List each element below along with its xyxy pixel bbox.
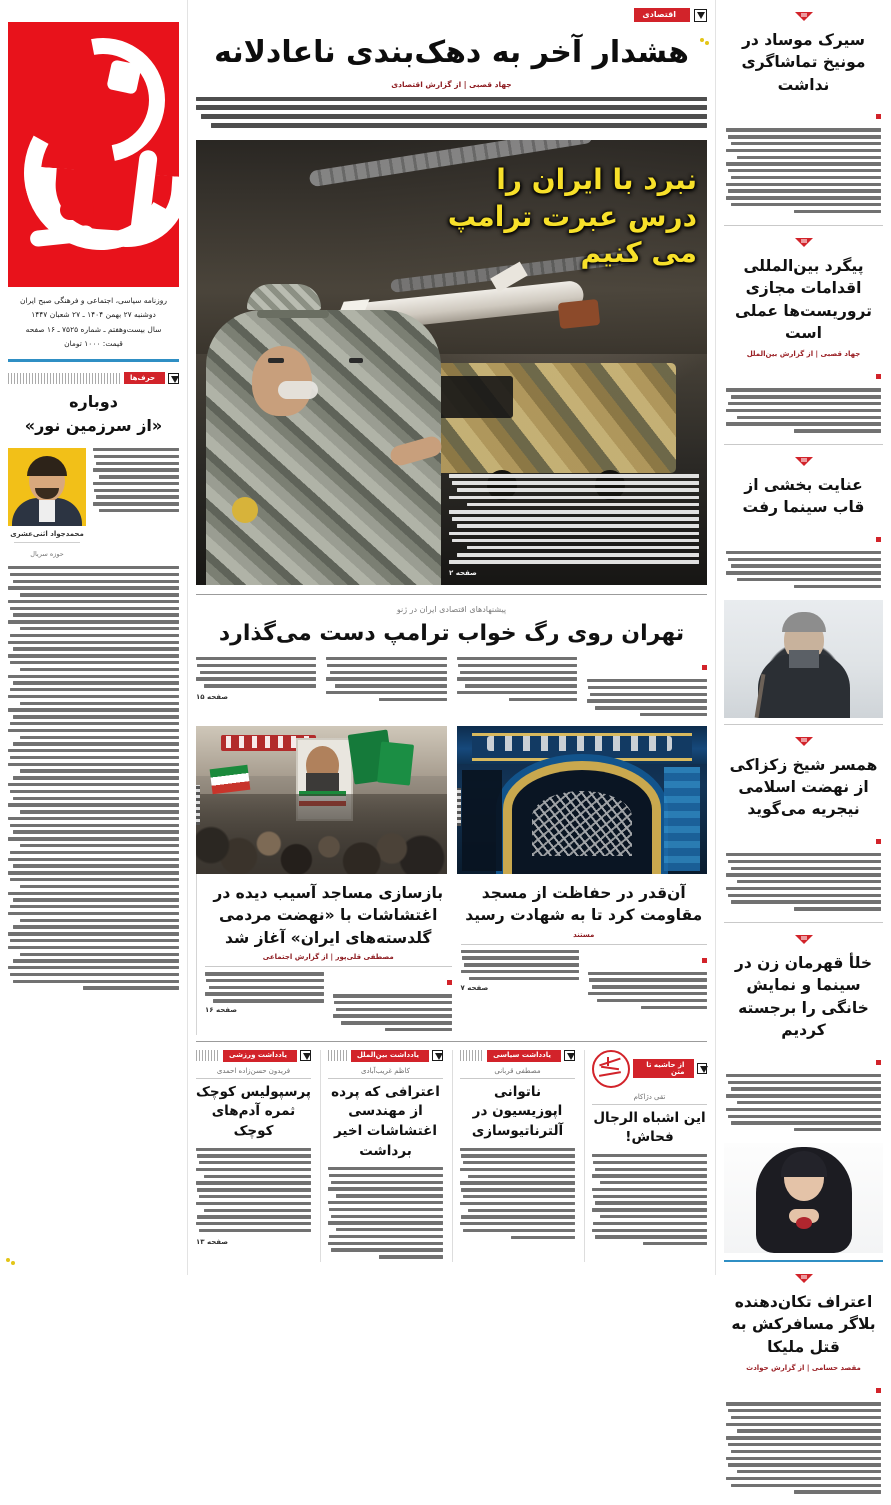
- bottom-body-text: [592, 1154, 707, 1246]
- second-story-page-ref[interactable]: صفحه ۱۵: [196, 692, 229, 701]
- section-flag-icon: [697, 1063, 707, 1074]
- sub-story-1-photo-cell: [457, 726, 708, 874]
- left-sidebar: [715, 0, 891, 1373]
- bullet-square-icon: [876, 1060, 881, 1065]
- sidebar-item-4[interactable]: [724, 923, 883, 1262]
- bottom-tag-bar: [592, 1050, 707, 1088]
- section-flag-icon: [168, 373, 179, 384]
- section-flag-icon: [300, 1050, 311, 1061]
- hero-overlay-headline: [397, 162, 697, 271]
- sidebar-body-text: [724, 1048, 883, 1143]
- section-flag-icon: [694, 9, 707, 22]
- bottom-column-1[interactable]: [452, 1050, 575, 1262]
- bottom-opinion-columns: [196, 1042, 707, 1262]
- corner-ornament-icon: [6, 1258, 15, 1267]
- bullet-square-icon: [876, 1388, 881, 1393]
- bottom-headline: این اشباه الرجال فحاش!: [593, 1109, 706, 1146]
- masthead-sidebar: [0, 0, 188, 1275]
- hero-overlay-line-3: می کنیم: [580, 236, 697, 270]
- triangle-marker-icon: [795, 1274, 813, 1283]
- hero-photo: [196, 140, 707, 585]
- sub-stories-photos: [196, 720, 707, 874]
- triangle-marker-icon: [795, 238, 813, 247]
- sidebar-item-1[interactable]: [724, 226, 883, 445]
- barcode-decoration: [328, 1050, 348, 1061]
- triangle-marker-icon: [795, 935, 813, 944]
- sidebar-item-3[interactable]: [724, 725, 883, 923]
- bottom-headline: اعترافی که پرده از مهندسی اغتشاشات اخیر برداشت: [331, 1083, 440, 1159]
- masthead-price: قیمت: ۱۰۰۰ تومان: [64, 338, 123, 348]
- hero-caption-text: [449, 474, 699, 577]
- bottom-body-text: [196, 1148, 311, 1246]
- sub-story-2[interactable]: [196, 874, 452, 1035]
- sub-story-byline: مصطفی قلی‌پور | از گزارش اجتماعی: [262, 953, 394, 962]
- triangle-marker-icon: [795, 737, 813, 746]
- masthead-meta: [8, 287, 179, 356]
- sub-stories: [196, 874, 707, 1035]
- divider: [14, 542, 80, 543]
- sidebar-item-0[interactable]: [724, 0, 883, 226]
- barcode-decoration: [8, 373, 121, 384]
- second-story-column: [196, 657, 316, 720]
- sidebar-body-text: [724, 102, 883, 224]
- bottom-page-ref[interactable]: صفحه ۱۳: [196, 1237, 229, 1246]
- second-story-column: [587, 657, 707, 720]
- barcode-decoration: [460, 1050, 484, 1061]
- sub-story-byline: مستند: [573, 930, 595, 939]
- second-story-column: [457, 657, 577, 720]
- opinion-tag-bar: [8, 370, 179, 384]
- sub-story-headline: آن‌قدر در حفاظت از مسجد مقاومت کرد تا به شهادت رسید: [465, 883, 703, 925]
- bottom-author: مصطفی قربانی: [494, 1066, 541, 1075]
- bottom-tag-label[interactable]: یادداشت بین‌الملل: [351, 1050, 429, 1062]
- opinion-author-role: حوزه سریال: [30, 550, 64, 558]
- bottom-column-3[interactable]: [196, 1050, 311, 1262]
- bullet-square-icon: [876, 537, 881, 542]
- sidebar-photo-woman: [724, 1143, 883, 1253]
- bottom-tag-label[interactable]: یادداشت ورزشی: [223, 1050, 297, 1062]
- lead-byline: جهاد قصبی | از گزارش اقتصادی: [391, 79, 512, 89]
- bullet-square-icon: [876, 114, 881, 119]
- triangle-marker-icon: [795, 457, 813, 466]
- bullet-square-icon: [447, 980, 452, 985]
- sub-story-page-ref[interactable]: صفحه ۷: [460, 983, 489, 992]
- section-flag-icon: [432, 1050, 443, 1061]
- bottom-tag-label[interactable]: از حاشیه تا متن: [633, 1059, 694, 1078]
- bottom-body-text: [460, 1148, 575, 1240]
- sub-story-column: [205, 972, 324, 1035]
- masthead-descriptor: روزنامه سیاسی، اجتماعی و فرهنگی صبح ایران: [19, 296, 168, 305]
- bottom-headline: پرسپولیس کوچک ثمره آدم‌های کوچک: [196, 1083, 311, 1139]
- sidebar-headline: پیگرد بین‌المللی اقدامات مجازی تروریست‌ها عملی است: [735, 256, 872, 342]
- sidebar-body-text: [724, 1376, 883, 1505]
- lead-lede-text: [196, 95, 707, 141]
- opinion-author-name: محمدجواد اثنی‌عشری: [10, 530, 84, 538]
- second-story-column: [326, 657, 446, 720]
- bullet-square-icon: [702, 665, 707, 670]
- photo-mosque-entrance: [457, 726, 708, 874]
- lead-tag-bar: [196, 0, 707, 22]
- sidebar-headline: عنایت بخشی از قاب سینما رفت: [742, 475, 865, 517]
- sidebar-headline: خلأ قهرمان زن در سینما و نمایش خانگی را برجسته کردیم: [734, 953, 873, 1040]
- masthead-issue: سال بیست‌وهفتم ـ شماره ۷۵۲۵ ـ ۱۶ صفحه: [25, 324, 162, 334]
- sidebar-headline: همسر شیخ زکزاکی از نهضت اسلامی نیجریه می‌گوید: [729, 755, 878, 819]
- opinion-headline: [8, 384, 179, 446]
- bottom-column-0[interactable]: [584, 1050, 707, 1262]
- bottom-tag-bar: [196, 1050, 311, 1062]
- sidebar-photo-actor: [724, 600, 883, 718]
- triangle-marker-icon: [795, 12, 813, 21]
- masthead-date: دوشنبه ۲۷ بهمن ۱۴۰۴ ـ ۲۷ شعبان ۱۴۴۷: [31, 310, 156, 320]
- section-flag-icon: [564, 1050, 575, 1061]
- jv-circular-stamp-icon: [592, 1050, 630, 1088]
- sub-story-column: [461, 950, 580, 1013]
- bottom-body-text: [328, 1167, 443, 1259]
- sub-story-page-ref[interactable]: صفحه ۱۶: [205, 1006, 238, 1015]
- second-story-columns: [196, 657, 707, 720]
- sidebar-item-5[interactable]: [724, 1262, 883, 1505]
- bullet-square-icon: [876, 374, 881, 379]
- opinion-headline-line-2: «از سرزمین نور»: [24, 416, 163, 435]
- sub-story-1[interactable]: [461, 874, 708, 1035]
- second-story-kicker: پیشنهادهای اقتصادی ایران در ژنو: [396, 605, 507, 615]
- sub-story-column: [333, 972, 452, 1035]
- bottom-tag-label[interactable]: یادداشت سیاسی: [487, 1050, 561, 1062]
- bottom-tag-bar: [328, 1050, 443, 1062]
- main-content: [188, 0, 715, 1275]
- newspaper-logo[interactable]: [8, 22, 179, 287]
- sidebar-kicker: مقصد حسامی | از گزارش حوادث: [746, 1364, 861, 1373]
- opinion-tag-label[interactable]: حرف‌ها: [124, 372, 165, 384]
- sidebar-headline: اعتراف تکان‌دهنده بلاگر مسافرکش به قتل ملیکا: [731, 1292, 876, 1356]
- second-story-headline: تهران روی رگ خواب ترامپ دست می‌گذارد: [218, 621, 685, 647]
- barcode-decoration: [196, 1050, 220, 1061]
- opinion-body-text: [93, 448, 179, 558]
- bullet-square-icon: [876, 839, 881, 844]
- sidebar-body-text: [724, 362, 883, 443]
- opinion-author-photo: [8, 448, 86, 526]
- lead-headline: هشدار آخر به دهک‌بندی ناعادلانه: [214, 35, 689, 70]
- opinion-main-text: [8, 558, 179, 990]
- photo-funeral-procession: [196, 726, 447, 874]
- bottom-tag-bar: [460, 1050, 575, 1062]
- masthead-rule: [8, 359, 179, 362]
- sidebar-body-text: [724, 827, 883, 922]
- sub-story-column: [588, 950, 707, 1013]
- sidebar-body-text: [724, 525, 883, 600]
- sidebar-headline: سیرک موساد در مونیخ تماشاگری نداشت: [741, 31, 866, 94]
- bullet-square-icon: [702, 958, 707, 963]
- bottom-headline: ناتوانی اپوزیسیون در آلترناتیوسازی: [471, 1083, 564, 1139]
- bottom-author: تقی دژاکام: [633, 1092, 666, 1101]
- opinion-intro: [8, 446, 179, 558]
- corner-ornament-icon-top: [700, 38, 709, 47]
- bottom-column-2[interactable]: [320, 1050, 443, 1262]
- hero-page-ref[interactable]: صفحه ۲: [449, 569, 477, 578]
- bottom-author: فریدون حسن‌زاده احمدی: [216, 1066, 291, 1075]
- sub-story-2-photo-cell: [196, 726, 447, 874]
- sidebar-kicker: جهاد قصبی | از گزارش بین‌الملل: [746, 350, 861, 359]
- lead-tag-label[interactable]: اقتصادی: [634, 8, 690, 22]
- hero-overlay-line-1: نبرد با ایران را: [496, 163, 697, 197]
- sub-story-headline: بازسازی مساجد آسیب دیده در اغتشاشات با «نهضت مردمی گلدسته‌های ایران» آغاز شد: [213, 883, 444, 947]
- sidebar-item-2[interactable]: [724, 445, 883, 725]
- hero-overlay-line-2: درس عبرت ترامپ: [447, 199, 697, 233]
- opinion-headline-line-1: دوباره: [69, 392, 118, 411]
- bottom-author: کاظم غریب‌آبادی: [361, 1066, 410, 1075]
